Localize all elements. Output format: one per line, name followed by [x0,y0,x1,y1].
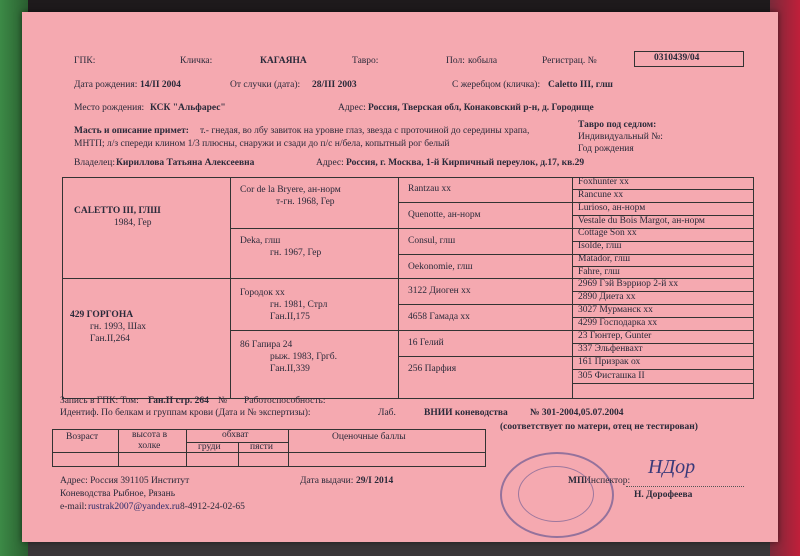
g4-name: 23 Гюнтер, Gunter [578,331,652,341]
birth-value: 14/II 2004 [140,80,181,90]
klichka-value: КАГАЯНА [260,56,307,66]
stallion-value: Caletto III, глш [548,80,613,90]
g3-name: 256 Парфия [408,364,457,374]
sluchka-value: 28/III 2003 [312,80,357,90]
g4-name: 3027 Мурманск хх [578,305,653,315]
issue-value: 29/I 2014 [356,476,394,486]
expert-number: № 301-2004,05.07.2004 [530,408,624,418]
horse-passport-sheet [22,12,778,542]
g2-info: гн. 1967, Гер [270,248,322,258]
owner-addr-label: Адрес: [316,158,344,168]
col-obhvat: обхват [222,430,249,440]
mast-text-2: МНТП; л/з спереди клином 1/3 плюсны, снаружи и сзади до п/с н/бела, копытный рог белый [74,139,450,149]
identif-label: Идентиф. По белкам и группам крови (Дата и № экспертизы): [60,408,311,418]
g4-name: Isolde, глш [578,241,622,251]
inspector-label: Инспектор: [584,476,631,486]
g4-name: 4299 Господарка хх [578,318,658,328]
g4-name: 2890 Диета хх [578,292,636,302]
g4-name: Rancune xx [578,190,624,200]
lab-value: ВНИИ коневодства [424,408,508,418]
dam-info-1: гн. 1993, Шах [90,322,147,332]
pol-label: Пол: [446,56,465,66]
address-line-2: Коневодства Рыбное, Рязань [60,489,176,499]
inspector-signature: НДор [648,456,696,478]
col-grudi: груди [198,442,221,452]
g4-name: Matador, глш [578,254,631,264]
sire-info: 1984, Гер [114,218,152,228]
inspector-name: Н. Дорофеева [634,490,693,500]
stallion-label: С жеребцом (кличка): [452,80,541,90]
registr-label: Регистрац. № [542,56,597,66]
g4-name: Foxhunter xx [578,177,629,187]
col-otsenka: Оценочные баллы [332,432,406,442]
place-value: КСК "Альфарес" [150,103,226,113]
g2-info: гн. 1981, Стрл [270,300,328,310]
col-vysota-2: холке [138,441,161,451]
g4-name: Lurioso, ан-норм [578,203,646,213]
g3-name: Quenotte, ан-норм [408,210,481,220]
owner-value: Кириллова Татьяна Алексеевна [116,158,255,168]
place-label: Место рождения: [74,103,145,113]
g4-name: Fahre, глш [578,267,620,277]
institute-stamp [500,452,614,538]
g3-name: Rantzau xx [408,184,452,194]
col-vysota: высота в [132,430,168,440]
expert-note: (соответствует по матери, отец не тестирован) [500,422,698,432]
g4-name: 305 Фисташка II [578,371,645,381]
g4-name: 337 Эльфенвахт [578,344,643,354]
klichka-label: Кличка: [180,56,213,66]
g2-name: Deka, глш [240,236,281,246]
registr-value: 0310439/04 [654,53,700,63]
g3-name: Oekonomie, глш [408,262,473,272]
g2-name: Cor de la Bryere, ан-норм [240,185,341,195]
g4-name: 2969 Гэй Вэрриор 2-й хх [578,279,679,289]
pol-value: кобыла [468,56,498,66]
individ-number: Индивидуальный №: [578,132,663,142]
mp-label: МП [568,476,585,486]
god-rozhdeniya: Год рождения [578,144,634,154]
g2-info: Ган.II,339 [270,364,310,374]
g3-name: 4658 Гамада хх [408,312,470,322]
tavro-sedlom: Тавро под седлом: [578,120,657,130]
mast-text-1: т.- гнедая, во лбу завиток на уровне глаз, звезда с проточиной до середины храпа, [200,126,530,136]
gpk-label: ГПК: [74,56,96,66]
g4-name: Cottage Son xx [578,228,637,238]
birth-label: Дата рождения: [74,80,138,90]
tavro-label: Тавро: [352,56,379,66]
g2-info: т-гн. 1968, Гер [276,197,335,207]
g4-name: Vestale du Bois Margot, ан-норм [578,216,705,226]
g4-name: 161 Призрак ох [578,357,641,367]
sire-name: CALETTO III, ГЛШ [74,206,161,216]
zapis-tom: Ган.II стр. 264 [148,396,209,406]
g3-name: Consul, глш [408,236,456,246]
owner-addr-value: Россия, г. Москва, 1-й Кирпичный переулок, д.17, кв.29 [346,158,585,168]
email-label: e-mail: [60,502,87,512]
sluchka-label: От случки (дата): [230,80,301,90]
rabotosposobnost-label: Работоспособность: [244,396,326,406]
issue-label: Дата выдачи: [300,476,354,486]
zapis-no: № [218,396,228,406]
addr-label: Адрес: [338,103,366,113]
dam-info-2: Ган.II,264 [90,334,130,344]
phone: 8-4912-24-02-65 [180,502,245,512]
address-line-1: Адрес: Россия 391105 Институт [60,476,190,486]
col-pyasti: пясти [250,442,273,452]
g2-name: 86 Гапира 24 [240,340,293,350]
zapis-label: Запись в ГПК: Том: [60,396,139,406]
email-link[interactable]: rustrak2007@yandex.ru [88,502,180,512]
col-vozrast: Возраст [66,432,99,442]
g2-name: Городок хх [240,288,285,298]
g2-info: рыж. 1983, Гргб. [270,352,337,362]
g3-name: 3122 Диоген хх [408,286,471,296]
addr-value: Россия, Тверская обл, Конаковский р-н, д. Городище [368,103,594,113]
mast-label: Масть и описание примет: [74,126,189,136]
dam-name: 429 ГОРГОНА [70,310,134,320]
lab-label: Лаб. [378,408,396,418]
g3-name: 16 Гелий [408,338,444,348]
g2-info: Ган.II,175 [270,312,310,322]
owner-label: Владелец: [74,158,116,168]
